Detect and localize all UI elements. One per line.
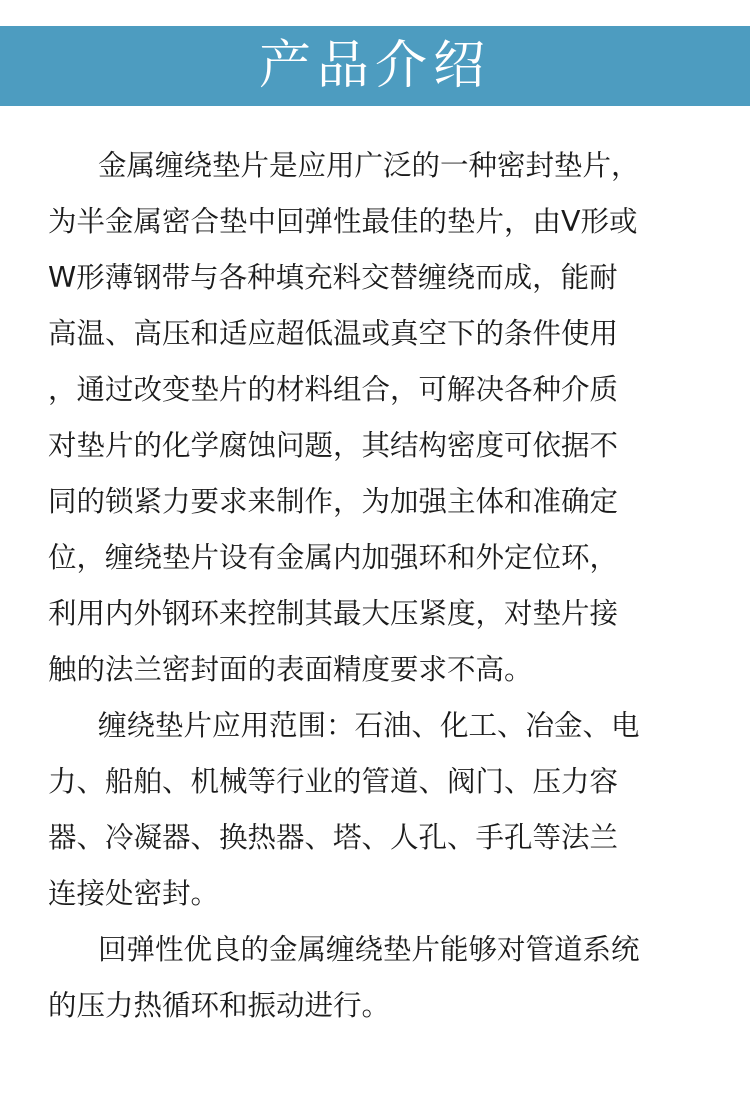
text-line: 高温、高压和适应超低温或真空下的条件使用	[48, 317, 619, 350]
text-line: 的压力热循环和振动进行。	[48, 989, 391, 1022]
text-line: 同的锁紧力要求来制作，为加强主体和准确定	[48, 485, 619, 518]
text-line: 器、冷凝器、换热器、塔、人孔、手孔等法兰	[48, 821, 619, 854]
text-line: 位，缠绕垫片设有金属内加强环和外定位环，	[48, 541, 619, 574]
paragraph-intro	[48, 138, 714, 698]
product-description	[48, 138, 714, 1034]
paragraph-applications	[48, 698, 714, 922]
text-line: 对垫片的化学腐蚀问题，其结构密度可依据不	[48, 429, 619, 462]
text-line: 缠绕垫片应用范围：石油、化工、冶金、电	[98, 709, 640, 742]
text-line: 连接处密封。	[48, 877, 220, 910]
text-line: ，通过改变垫片的材料组合，可解决各种介质	[48, 373, 619, 406]
text-line: 金属缠绕垫片是应用广泛的一种密封垫片，	[98, 149, 640, 182]
text-line: 回弹性优良的金属缠绕垫片能够对管道系统	[98, 933, 640, 966]
text-line: 力、船舶、机械等行业的管道、阀门、压力容	[48, 765, 619, 798]
text-line: 触的法兰密封面的表面精度要求不高。	[48, 653, 533, 686]
section-title: 产品介绍	[258, 36, 491, 96]
section-header	[0, 26, 750, 106]
text-line: W形薄钢带与各种填充料交替缠绕而成，能耐	[48, 261, 618, 294]
text-line: 为半金属密合垫中回弹性最佳的垫片，由V形或	[48, 205, 638, 238]
paragraph-resilience	[48, 922, 714, 1034]
text-line: 利用内外钢环来控制其最大压紧度，对垫片接	[48, 597, 619, 630]
